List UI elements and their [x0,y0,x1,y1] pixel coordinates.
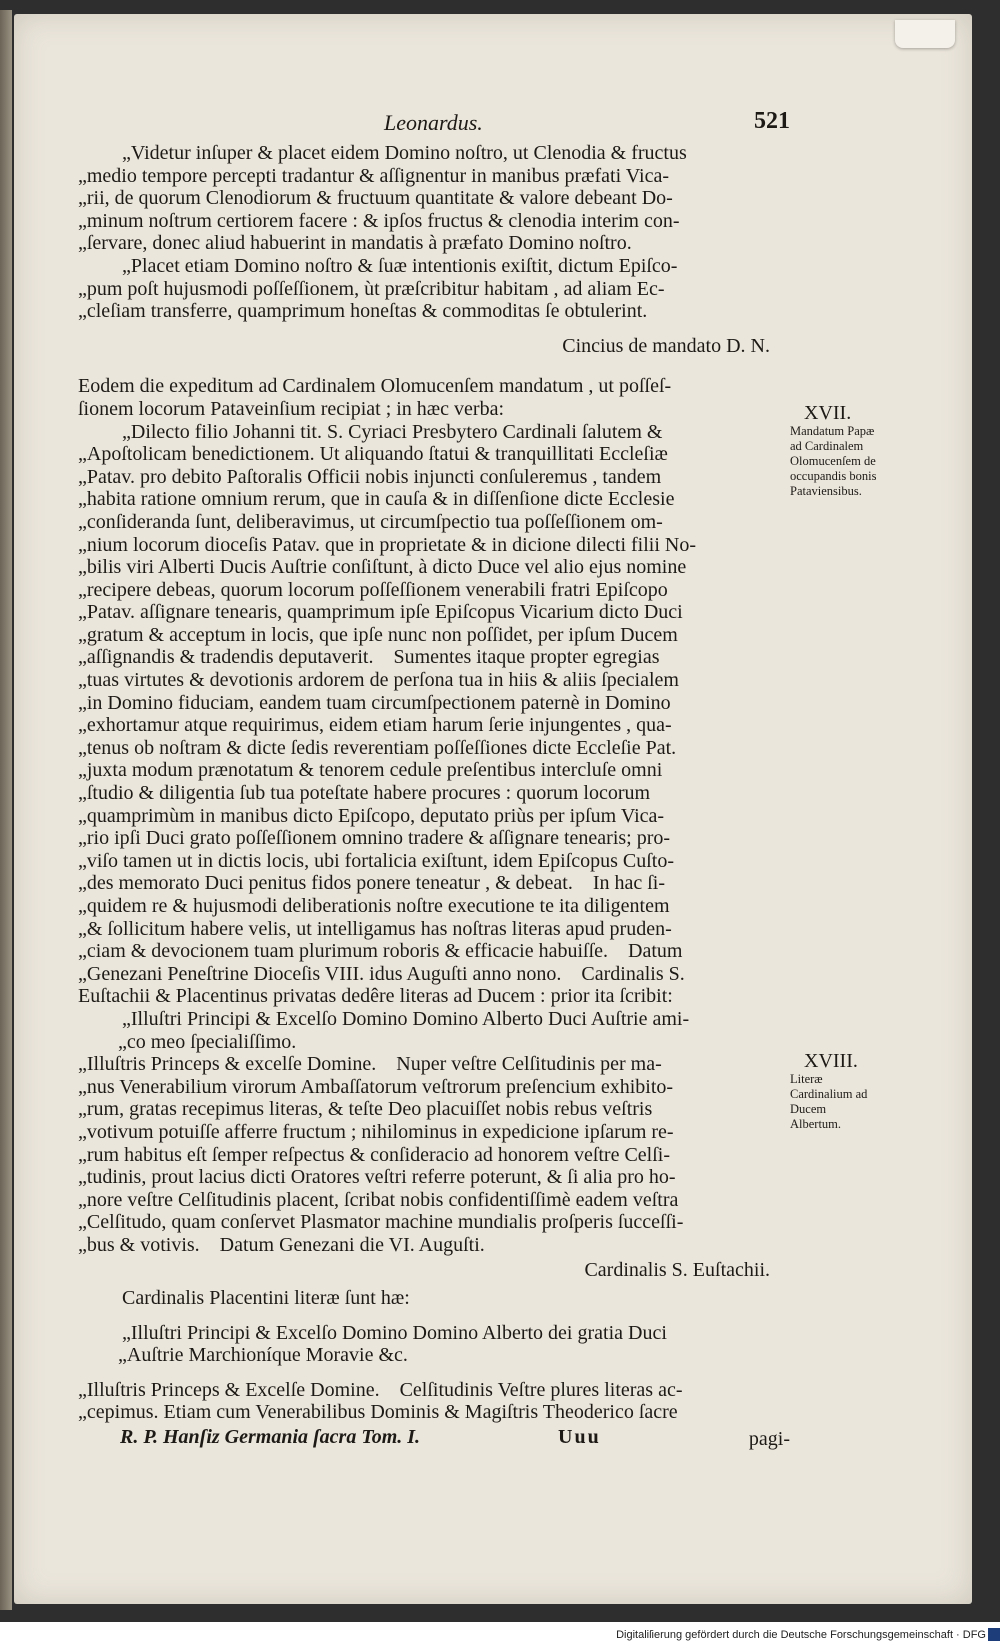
spacer [78,1367,790,1379]
running-title: Leonardus. [384,110,483,135]
line: „ſtudio & diligentia ſub tua poteſtate habere procures : quorum locorum [78,782,651,805]
line: „Patav. aſſignare tenearis, quamprimum ipſe Epiſcopus Vicarium dicto Duci [78,601,683,624]
line: „Apoſtolicam benedictionem. Ut aliquando ſtatui & tranquillitati Eccleſiæ [78,443,668,466]
dfg-logo-icon [988,1628,1000,1641]
margin-note-number: XVIII. [804,1050,858,1072]
margin-note-number: XVII. [804,402,852,424]
book-binding [0,10,12,1610]
signature-line: Cincius de mandato D. N. [562,334,770,357]
line: „rio ipſi Duci grato poſſeſſionem omnino tradere & aſſignare tenearis; pro- [78,827,671,850]
credit-text: Digitaliſierung gefördert durch die Deutsche Forschungsgemeinschaft · DFG [616,1629,986,1641]
page-footer [78,1426,790,1450]
line: „& ſollicitum habere velis, ut intelligamus has noſtras literas apud pruden- [78,917,672,940]
footer-strip [0,1622,1000,1650]
line: „votivum potuiſſe afferre fructum ; nihilominus in expedicione ipſarum re- [78,1120,674,1143]
spacer [78,1310,790,1322]
line: „medio tempore percepti tradantur & aſſignentur in manibus præfati Vica- [78,164,670,187]
line: „cleſiam transferre, quamprimum honeſtas & commoditas ſe obtulerint. [78,300,648,323]
line: „conſideranda ſunt, deliberavimus, ut circumſpectio tua poſſeſſionem om- [78,510,663,533]
line: ſionem locorum Pataveinſium recipiat ; in hæc verba: [78,397,504,420]
line: „Celſitudo, quam conſervet Plasmator machine mundialis proſperis ſucceſſi- [78,1211,684,1234]
line: „exhortamur atque requirimus, eidem etiam harum ſerie injungentes , qua- [78,714,672,737]
line: „tenus ob noſtram & dicte ſedis reverentiam poſſeſſiones dicte Eccleſie Pat. [78,736,677,759]
line: „rii, de quorum Clenodiorum & fructuum quantitate & valore debeant Do- [78,187,673,210]
signature-line: Cardinalis S. Euſtachii. [584,1258,770,1281]
line: „juxta modum prænotatum & tenorem cedule preſentibus intercluſe omni [78,759,663,782]
line: „ſervare, donec aliud habuerint in mandatis à præfato Domino noſtro. [78,232,632,255]
margin-note [790,1050,878,1132]
line: „Patav. pro debito Paſtoralis Officii nobis injuncti conſuleremus , tandem [78,465,662,488]
footer-reference: R. P. Hanſiz Germania ſacra Tom. I. [120,1426,421,1449]
line: „minum noſtrum certiorem facere : & ipſos fructus & clenodia interim con- [78,209,680,232]
line: „rum, gratas recepimus literas, & teſte Deo placuiſſet nobis rebus veſtris [78,1098,653,1121]
line: „recipere debeas, quorum locorum poſſeſſionem venerabili fratri Epiſcopo [78,578,668,601]
line: „gratum & acceptum in locis, que ipſe nunc non poſſidet, per ipſum Ducem [78,623,678,646]
line: „Auſtrie Marchioníque Moravie &c. [118,1344,408,1367]
margin-note [790,402,878,499]
line: „Illuſtris Princeps & Excelſe Domine. Celſitudinis Veſtre plures literas ac- [78,1378,683,1401]
margin-note-text: Literæ Cardinalium ad Ducem Albertum. [790,1072,868,1131]
line: „cepimus. Etiam cum Venerabilibus Dominis & Magiſtris Theoderico ſacre [78,1401,678,1424]
line: „Dilecto filio Johanni tit. S. Cyriaci Presbytero Cardinali ſalutem & [122,420,663,443]
signature-mark: Uuu [558,1426,601,1449]
line: Cardinalis Placentini literæ ſunt hæ: [122,1287,410,1310]
line: „Placet etiam Domino noſtro & ſuæ intentionis exiſtit, dictum Epiſco- [122,254,678,277]
line: „nus Venerabilium virorum Ambaſſatorum veſtrorum preſencium exhibito- [78,1075,674,1098]
line: „tuas virtutes & devotionis ardorem de perſona tua in hiis & aliis ſpecialem [78,669,679,692]
line: „pum poſt hujusmodi poſſeſſionem, ùt præſcribitur habitam , ad aliam Ec- [78,277,665,300]
line: „Illuſtris Princeps & excelſe Domine. Nuper veſtre Celſitudinis per ma- [78,1053,662,1076]
line: „des memorato Duci penitus fidos ponere teneatur , & debeat. In hac ſi- [78,872,666,895]
line: „habita ratione omnium rerum, que in cauſa & in diſſenſione dicte Ecclesie [78,488,675,511]
line: „tudinis, prout lacius dicti Oratores veſtri referre poterunt, & ſi alia pro ho- [78,1166,676,1189]
line: „quamprimùm in manibus dicto Epiſcopo, deputato priùs per ipſum Vica- [78,804,665,827]
line: „Genezani Peneſtrine Dioceſis VIII. idus Auguſti anno nono. Cardinalis S. [78,962,685,985]
line: „viſo tamen ut in dictis locis, ubi fortalicia exiſtunt, idem Epiſcopus Cuſto- [78,849,675,872]
line: „bus & votivis. Datum Genezani die VI. Auguſti. [78,1233,485,1256]
line: „nium locorum dioceſis Patav. que in proprietate & in dicione dilecti filii No- [78,533,696,556]
page-body [78,108,790,1451]
page-header [78,108,790,142]
line: „aſſignandis & tradendis deputaverit. Sumentes itaque propter egregias [78,646,660,669]
line: Euſtachii & Placentinus privatas dedêre literas ad Ducem : prior ita ſcribit: [78,985,673,1008]
line: „bilis viri Alberti Ducis Auſtrie conſiſtunt, à dicto Duce vel alio ejus nomine [78,556,687,579]
line: „Illuſtri Principi & Excelſo Domino Domino Alberto dei gratia Duci [122,1321,667,1344]
line: „ciam & devocionem tuam plurimum roboris & efficacie habuiſſe. Datum [78,940,683,963]
line: „quidem re & hujusmodi deliberationis noſtre executione te ita diligentem [78,895,670,917]
line: „nore veſtre Celſitudinis placent, ſcribat nobis confidentiſſimè eadem veſtra [78,1188,679,1211]
margin-note-text: Mandatum Papæ ad Cardinalem Olomucenſem de occupandis bonis Pataviensibus. [790,424,877,498]
line: Eodem die expeditum ad Cardinalem Olomucenſem mandatum , ut poſſeſ- [78,375,672,398]
line: „co meo ſpecialiſſimo. [118,1030,297,1053]
line: „in Domino fiduciam, eandem tuam circumſpectionem paternè in Domino [78,691,671,714]
line: „Videtur inſuper & placet eidem Domino noſtro, ut Clenodia & fructus [122,142,687,164]
page-number: 521 [754,108,790,134]
line: „rum habitus eſt ſemper reſpectus & conſideracio ad honorem veſtre Celſi- [78,1143,671,1166]
page-tab [895,20,955,48]
line: „Illuſtri Principi & Excelſo Domino Domino Alberto Duci Auſtrie ami- [122,1007,690,1030]
catchword: pagi- [748,1428,790,1451]
